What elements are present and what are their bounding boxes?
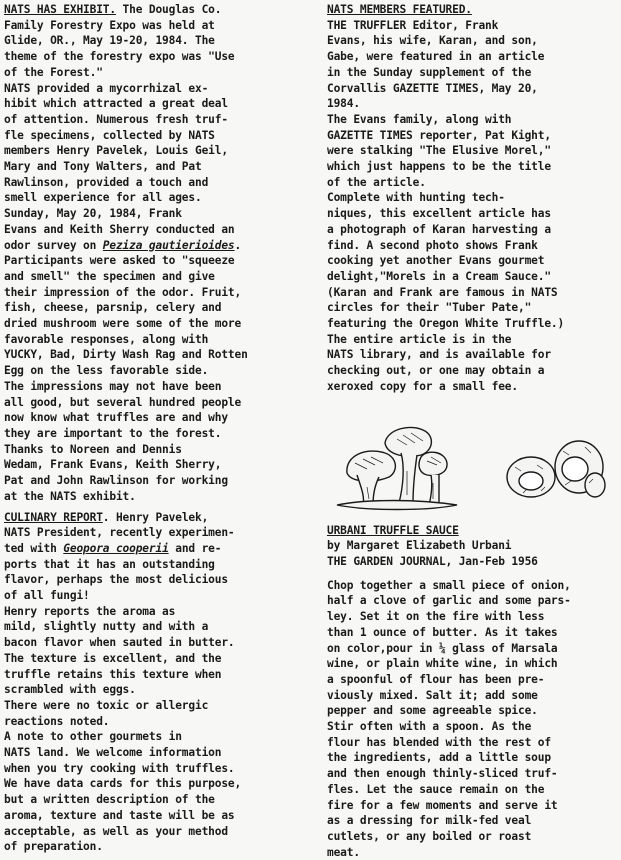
text-line: Pat and John Rawlinson for working [4,474,228,488]
mushroom-cluster-drawing [327,395,619,515]
truffle-slices-drawing [507,441,605,497]
right-column [327,2,619,860]
text-line: Corvallis GAZETTE TIMES, May 20, [327,81,538,95]
text-line: a photograph of Karan harvesting a [327,222,551,236]
text-line: Thanks to Noreen and Dennis [4,442,182,456]
text-line: reactions noted. [4,714,110,728]
text-line: were stalking "The Elusive Morel," [327,144,551,158]
text-line: as a dressing for milk-fed veal [327,814,532,828]
text-line: Mary and Tony Walters, and Pat [4,160,202,174]
text-line: ley. Set it on the fire with less [327,610,545,624]
text-line: Gabe, were featured in an article [327,50,545,64]
text-line: aroma, texture and taste will be as [4,808,235,822]
text-line: wine, or plain white wine, in which [327,657,558,671]
text-line: pepper and some agreeable spice. [327,704,538,718]
text-line: There were no toxic or allergic [4,698,209,712]
text-line: the ingredients, add a little soup [327,751,551,765]
text-line: mild, slightly nutty and with a [4,620,209,634]
text-line: at the NATS exhibit. [4,489,136,503]
members-heading: NATS MEMBERS FEATURED. [327,3,472,16]
text-line: they are important to the forest. [4,426,222,440]
text-line: Evans, his wife, Karan, and son, [327,34,538,48]
text-line [4,238,304,254]
text-line: delight,"Morels in a Cream Sauce." [327,269,551,283]
exhibit-heading: NATS HAS EXHIBIT. [4,3,116,16]
text-line: YUCKY, Bad, Dirty Wash Rag and Rotten [4,348,248,362]
text-line: Egg on the less favorable side. [4,364,209,378]
species-name: Peziza gautierioides [102,238,235,252]
text-line: hibit which attracted a great deal [4,97,228,111]
text-span: . [234,238,242,252]
text-line: fish, cheese, parsnip, celery and [4,301,222,315]
text-line: acceptable, as well as your method [4,824,228,838]
text-line: scrambled with eggs. [4,683,136,697]
text-line: THE TRUFFLER Editor, Frank [327,18,499,32]
text-line: theme of the forestry expo was "Use [4,50,235,64]
text-line: of attention. Numerous fresh truf- [4,112,228,126]
culinary-heading: CULINARY REPORT [4,510,103,524]
text-line: smell experience for all ages. [4,191,202,205]
text-line: A note to other gourmets in [4,730,182,744]
text-line: when you try cooking with truffles. [4,761,235,775]
text-line: meat. [327,845,360,859]
sauce-source: THE GARDEN JOURNAL, Jan-Feb 1956 [327,554,538,568]
text-line: and then enough thinly-sliced truf- [327,767,558,781]
text-line [4,541,304,557]
text-line: NATS provided a mycorrhizal ex- [4,81,209,95]
text-line: of preparation. [4,840,103,854]
text-line: Rawlinson, provided a touch and [4,175,209,189]
text-line: of all fungi! [4,589,90,603]
text-span: ted with [4,541,64,555]
text-line: niques, this excellent article has [327,207,551,221]
text-line: truffle retains this texture when [4,667,222,681]
text-line: The Evans family, along with [327,112,512,126]
text-line: Stir often with a spoon. As the [327,720,532,734]
text-line: half a clove of garlic and some pars- [327,594,571,608]
text-line: GAZETTE TIMES reporter, Pat Kight, [327,128,551,142]
text-line: bacon flavor when sauted in butter. [4,636,235,650]
text-line: Sunday, May 20, 1984, Frank [4,207,182,221]
text-line: Henry reports the aroma as [4,604,176,618]
text-line: flour has blended with the rest of [327,735,551,749]
text-line: NATS library, and is available for [327,348,551,362]
text-line: but a written description of the [4,793,215,807]
text-line: Evans and Keith Sherry conducted an [4,222,235,236]
text-line: dried mushroom were some of the more [4,317,242,331]
text-line: of the Forest." [4,65,103,79]
text-line: 1984. [327,97,360,111]
text-line: Complete with hunting tech- [327,191,505,205]
sauce-heading: URBANI TRUFFLE SAUCE [327,523,459,537]
text-line: a spoonful of flour has been pre- [327,672,545,686]
text-line: Wedam, Frank Evans, Keith Sherry, [4,458,222,472]
text-span: and re- [168,541,222,555]
text-line: The texture is excellent, and the [4,651,222,665]
text-line: cutlets, or any boiled or roast [327,829,532,843]
text-line: in the Sunday supplement of the [327,65,532,79]
text-line: fle specimens, collected by NATS [4,128,215,142]
exhibit-first-line [4,2,304,18]
text-line: members Henry Pavelek, Louis Geil, [4,144,228,158]
text-line: Family Forestry Expo was held at [4,18,215,32]
text-line: NATS land. We welcome information [4,746,222,760]
text-line: all good, but several hundred people [4,395,242,409]
mushroom-illustration [327,395,619,515]
text-line: Glide, OR., May 19-20, 1984. The [4,34,215,48]
text-line: (Karan and Frank are famous in NATS [327,285,558,299]
text-line: cooking yet another Evans gourmet [327,254,545,268]
species-name: Geopora cooperii [63,541,169,555]
text-line: find. A second photo shows Frank [327,238,538,252]
text-line: Participants were asked to "squeeze [4,254,235,268]
text-line: fles. Let the sauce remain on the [327,782,545,796]
text-line: ports that it has an outstanding [4,557,215,571]
spacer [327,515,619,523]
text-line: We have data cards for this purpose, [4,777,242,791]
text-line: NATS President, recently experimen- [4,526,235,540]
left-column [4,2,304,855]
text-line: their impression of the odor. Fruit, [4,285,242,299]
sauce-byline: by Margaret Elizabeth Urbani [327,539,512,553]
text-line: checking out, or one may obtain a [327,364,545,378]
text-line: xeroxed copy for a small fee. [327,379,518,393]
text-line: of the article. [327,175,426,189]
text-line: viously mixed. Salt it; add some [327,688,538,702]
exhibit-text: The Douglas Co. [115,3,222,16]
culinary-first-line [4,510,304,526]
text-line: circles for their "Tuber Pate," [327,301,532,315]
text-span: . Henry Pavelek, [102,510,209,524]
text-line: featuring the Oregon White Truffle.) [327,317,565,331]
text-line: favorable responses, along with [4,332,209,346]
text-line: flavor, perhaps the most delicious [4,573,228,587]
spacer [327,570,619,578]
text-line: and smell" the specimen and give [4,269,215,283]
text-line: than 1 ounce of butter. As it takes [327,625,558,639]
text-line: on color,pour in ¼ glass of Marsala [327,641,558,655]
text-line: now know what truffles are and why [4,411,228,425]
text-line: which just happens to be the title [327,160,551,174]
text-line: The impressions may not have been [4,379,222,393]
text-span: odor survey on [4,238,103,252]
text-line: fire for a few moments and serve it [327,798,558,812]
text-line: Chop together a small piece of onion, [327,578,571,592]
text-line: The entire article is in the [327,332,512,346]
